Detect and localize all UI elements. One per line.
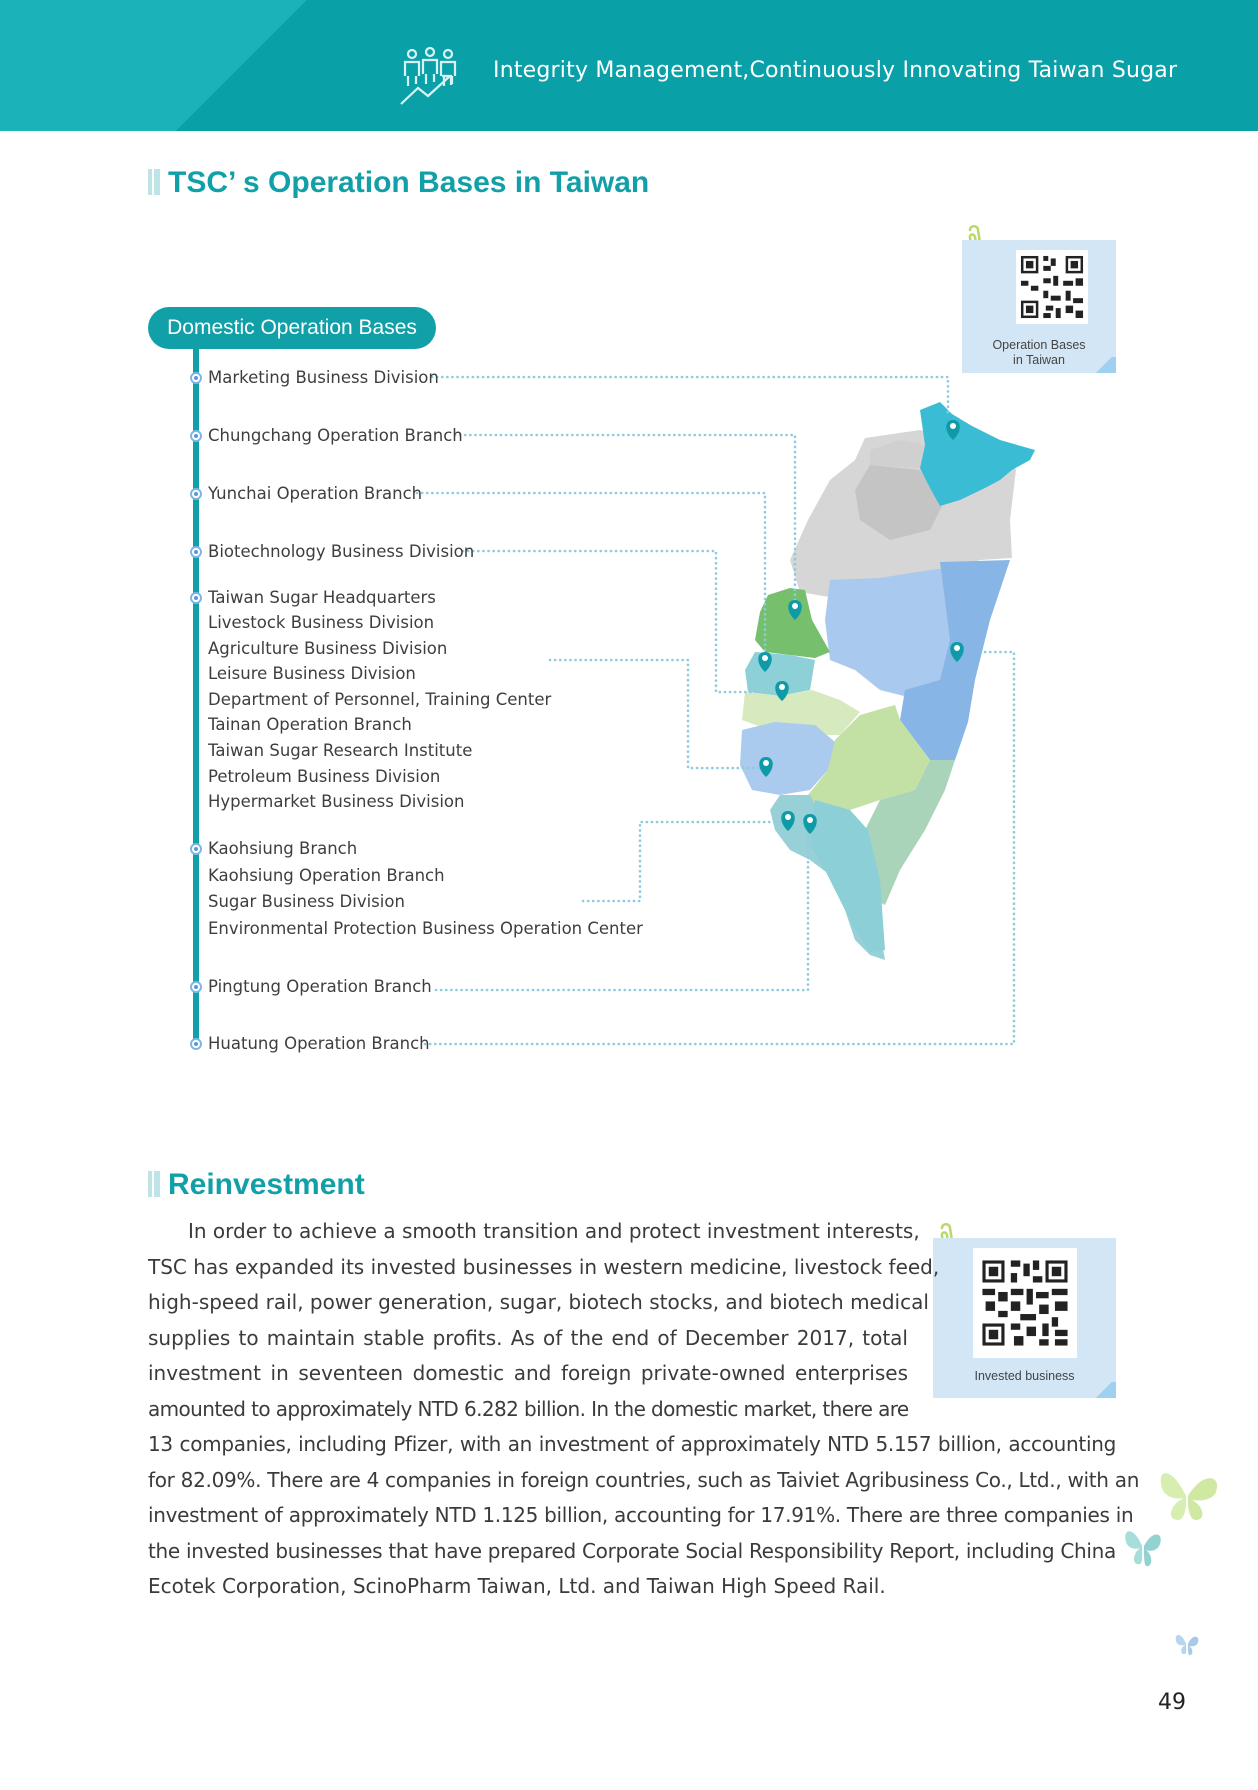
map-pin-icon [781,811,795,831]
map-region-central-gray [855,465,945,540]
page-number: 49 [1158,1690,1186,1715]
section-title-operation-bases: TSC’ s Operation Bases in Taiwan [148,166,649,200]
location-item: Marketing Business Division [208,368,439,387]
connector-kaohsiung [583,822,786,901]
location-item: Petroleum Business Division [208,767,441,786]
connector-huatung [425,652,1014,1044]
map-pin-icon [950,642,964,662]
bullet-icon [190,488,202,500]
location-item: Kaohsiung Operation Branch [208,866,445,885]
bullet-icon [190,430,202,442]
map-region-tainan [740,722,835,795]
map-pin-icon [759,757,773,777]
location-item: Chungchang Operation Branch [208,426,463,445]
location-item: Sugar Business Division [208,892,405,911]
paragraph-line: Ecotek Corporation, ScinoPharm Taiwan, Ltd. and Taiwan High Speed Rail. [148,1574,886,1598]
location-item: Pingtung Operation Branch [208,977,432,996]
reinvestment-paragraph [148,1214,1140,1605]
paragraph-line: 13 companies, including Pfizer, with an investment of approximately NTD 5.157 billion, accounting [148,1432,1116,1456]
banner-accent [0,0,380,131]
map-region-south-teal [810,800,885,952]
map-region-hualien [900,560,1010,760]
map-pin-icon [946,420,960,440]
map-pin-icon [788,600,802,620]
qr-code-box [1016,250,1088,324]
bullet-icon [190,372,202,384]
bullet-icon [190,592,202,604]
connector-chungchang [455,435,795,606]
section-title-reinvestment: Reinvestment [148,1168,365,1202]
location-item: Kaohsiung Branch [208,839,358,858]
butterfly-icon [1120,1522,1166,1570]
location-item: Hypermarket Business Division [208,792,465,811]
header-banner [0,0,1258,131]
map-region-taoyuan-gray [870,440,925,468]
bullet-icon [190,843,202,855]
qr-caption-invested: Invested business [974,1369,1075,1383]
location-item: Taiwan Sugar Headquarters [208,588,436,607]
butterfly-icon [1152,1462,1224,1528]
qr-note-operation-bases [962,240,1116,373]
bullet-icon [190,1038,202,1050]
header-title: Integrity Management,Continuously Innovating Taiwan Sugar [493,58,1178,83]
location-item: Leisure Business Division [208,664,416,683]
location-item: Livestock Business Division [208,613,435,632]
map-region-taichung [825,565,975,700]
paragraph-line: investment of approximately NTD 1.125 billion, accounting for 17.91%. There are three companies in [148,1503,1134,1527]
page-fold [1092,357,1116,373]
map-pins [758,420,964,834]
paragraph-line: the invested businesses that have prepared Corporate Social Responsibility Report, including China [148,1538,1116,1563]
title-bar-icon [148,169,160,195]
map-pin-icon [758,652,772,672]
bullet-icon [190,546,202,558]
map-region-changhua [755,588,830,658]
connector-yunchai [417,493,765,660]
qr-caption-line-2: in Taiwan [1013,353,1065,367]
location-item: Biotechnology Business Division [208,542,475,561]
location-item: Huatung Operation Branch [208,1034,430,1053]
map-pin-icon [803,814,817,834]
location-item: Tainan Operation Branch [208,715,412,734]
location-item: Department of Personnel, Training Center [208,690,552,709]
title-bar-icon [148,1171,160,1197]
location-item: Environmental Protection Business Operation Center [208,919,643,938]
qr-code-icon[interactable] [1016,250,1088,324]
paragraph-line: In order to achieve a smooth transition and protect investment interests, [188,1219,920,1243]
timeline-bar [193,345,199,1047]
connector-headquarters [550,660,760,768]
location-item: Agriculture Business Division [208,639,448,658]
map-region-taitung [865,760,955,905]
location-item: Taiwan Sugar Research Institute [208,741,473,760]
map-region-yunlin [745,652,815,696]
map-region-north-gray [790,430,1016,598]
paragraph-line: TSC has expanded its invested businesses in western medicine, livestock feed, [148,1254,940,1279]
butterfly-icon [1172,1630,1202,1658]
map-region-chiayi [742,690,860,735]
connector-biotech [463,551,760,692]
map-region-kaohsiung [808,705,930,830]
location-item: Yunchai Operation Branch [208,484,423,503]
qr-caption-line-1: Operation Bases [992,338,1086,352]
connector-pingtung [436,830,808,990]
connector-marketing [432,377,948,414]
paragraph-line: high-speed rail, power generation, sugar, biotech stocks, and biotech medical [148,1290,929,1314]
map-pin-icon [775,681,789,701]
people-growth-icon [398,46,468,108]
domestic-operation-bases-label: Domestic Operation Bases [148,307,436,349]
bullet-icon [190,981,202,993]
paragraph-line: supplies to maintain stable profits. As of the end of December 2017, total [148,1325,908,1350]
paragraph-line: for 82.09%. There are 4 companies in foreign countries, such as Taiviet Agribusiness Co., Ltd., with an [148,1467,1140,1492]
paragraph-line: amounted to approximately NTD 6.282 billion. In the domestic market, there are [148,1396,909,1421]
map-region-taipei [920,402,1035,506]
map-region-pingtung [770,795,885,960]
paragraph-line: investment in seventeen domestic and foreign private-owned enterprises [148,1361,908,1385]
